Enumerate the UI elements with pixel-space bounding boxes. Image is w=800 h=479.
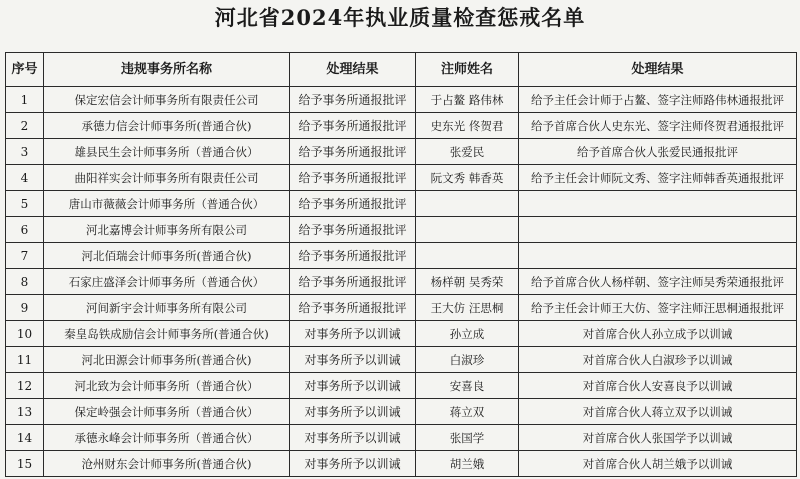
row-firm: 沧州财东会计师事务所(普通合伙) [44,451,290,477]
header-firm: 违规事务所名称 [44,53,290,87]
row-no: 1 [6,87,44,113]
row-firm: 保定宏信会计师事务所有限责任公司 [44,87,290,113]
table-row [6,321,797,347]
row-firm: 河北嘉博会计师事务所有限公司 [44,217,290,243]
row-cpa: 杨样朝 吴秀荣 [416,269,519,295]
row-firm: 河北田源会计师事务所(普通合伙) [44,347,290,373]
row-detail: 对首席合伙人蒋立双予以训诫 [519,399,797,425]
table-row [6,113,797,139]
row-no: 13 [6,399,44,425]
row-no: 4 [6,165,44,191]
row-firm: 雄县民生会计师事务所（普通合伙） [44,139,290,165]
row-cpa: 孙立成 [416,321,519,347]
row-no: 15 [6,451,44,477]
row-no: 7 [6,243,44,269]
row-result: 对事务所予以训诫 [290,373,416,399]
row-no: 10 [6,321,44,347]
row-firm: 承德永峰会计师事务所（普通合伙） [44,425,290,451]
row-result: 给予事务所通报批评 [290,139,416,165]
row-detail: 对首席合伙人孙立成予以训诫 [519,321,797,347]
row-no: 9 [6,295,44,321]
table-row [6,373,797,399]
row-cpa: 蒋立双 [416,399,519,425]
row-no: 5 [6,191,44,217]
row-cpa: 张爱民 [416,139,519,165]
row-no: 3 [6,139,44,165]
row-cpa: 于占鳌 路伟林 [416,87,519,113]
document-title: 河北省2024年执业质量检查惩戒名单 [214,5,586,30]
header-no: 序号 [6,53,44,87]
row-firm: 唐山市薇薇会计师事务所（普通合伙） [44,191,290,217]
table-row [6,295,797,321]
row-detail: 对首席合伙人张国学予以训诫 [519,425,797,451]
row-detail [519,217,797,243]
row-cpa: 安喜良 [416,373,519,399]
table-row [6,87,797,113]
row-detail: 给予主任会计师王大仿、签字注师汪思桐通报批评 [519,295,797,321]
row-firm: 河北佰瑞会计师事务所(普通合伙) [44,243,290,269]
row-cpa: 胡兰娥 [416,451,519,477]
row-result: 给予事务所通报批评 [290,191,416,217]
row-cpa: 白淑珍 [416,347,519,373]
row-cpa: 张国学 [416,425,519,451]
row-result: 对事务所予以训诫 [290,451,416,477]
table-row [6,217,797,243]
row-result: 对事务所予以训诫 [290,425,416,451]
table-row [6,269,797,295]
row-detail: 给予首席合伙人杨样朝、签字注师吴秀荣通报批评 [519,269,797,295]
row-cpa: 史东光 佟贺君 [416,113,519,139]
row-result: 给予事务所通报批评 [290,87,416,113]
table-row [6,139,797,165]
row-firm: 河间新宇会计师事务所有限公司 [44,295,290,321]
row-cpa: 王大仿 汪思桐 [416,295,519,321]
row-detail: 给予主任会计师于占鳌、签字注师路伟林通报批评 [519,87,797,113]
table-row [6,451,797,477]
row-detail: 给予首席合伙人张爱民通报批评 [519,139,797,165]
table-header [6,53,797,87]
row-cpa [416,243,519,269]
row-cpa [416,191,519,217]
row-no: 6 [6,217,44,243]
table-row [6,399,797,425]
table-body [6,87,797,477]
row-no: 2 [6,113,44,139]
row-firm: 承德力信会计师事务所(普通合伙) [44,113,290,139]
row-cpa: 阮文秀 韩香英 [416,165,519,191]
row-firm: 河北致为会计师事务所（普通合伙） [44,373,290,399]
row-result: 给予事务所通报批评 [290,243,416,269]
row-result: 对事务所予以训诫 [290,399,416,425]
row-firm: 曲阳祥实会计师事务所有限责任公司 [44,165,290,191]
table-row [6,243,797,269]
row-no: 8 [6,269,44,295]
row-firm: 保定岭强会计师事务所（普通合伙） [44,399,290,425]
row-firm: 石家庄盛泽会计师事务所（普通合伙） [44,269,290,295]
row-result: 对事务所予以训诫 [290,347,416,373]
header-detail: 处理结果 [519,53,797,87]
row-detail: 给予主任会计师阮文秀、签字注师韩香英通报批评 [519,165,797,191]
row-result: 对事务所予以训诫 [290,321,416,347]
header-row [6,53,797,87]
row-detail: 对首席合伙人安喜良予以训诫 [519,373,797,399]
row-no: 11 [6,347,44,373]
row-detail [519,243,797,269]
penalty-table [5,52,797,477]
table-row [6,347,797,373]
row-result: 给予事务所通报批评 [290,113,416,139]
table-row [6,165,797,191]
row-firm: 秦皇岛铁成励信会计师事务所(普通合伙) [44,321,290,347]
row-result: 给予事务所通报批评 [290,165,416,191]
row-detail: 给予首席合伙人史东光、签字注师佟贺君通报批评 [519,113,797,139]
row-result: 给予事务所通报批评 [290,269,416,295]
row-cpa [416,217,519,243]
table-row [6,191,797,217]
header-cpa: 注师姓名 [416,53,519,87]
row-no: 12 [6,373,44,399]
row-detail: 对首席合伙人白淑珍予以训诫 [519,347,797,373]
row-detail [519,191,797,217]
header-result: 处理结果 [290,53,416,87]
row-result: 给予事务所通报批评 [290,295,416,321]
row-no: 14 [6,425,44,451]
table-row [6,425,797,451]
row-detail: 对首席合伙人胡兰娥予以训诫 [519,451,797,477]
row-result: 给予事务所通报批评 [290,217,416,243]
